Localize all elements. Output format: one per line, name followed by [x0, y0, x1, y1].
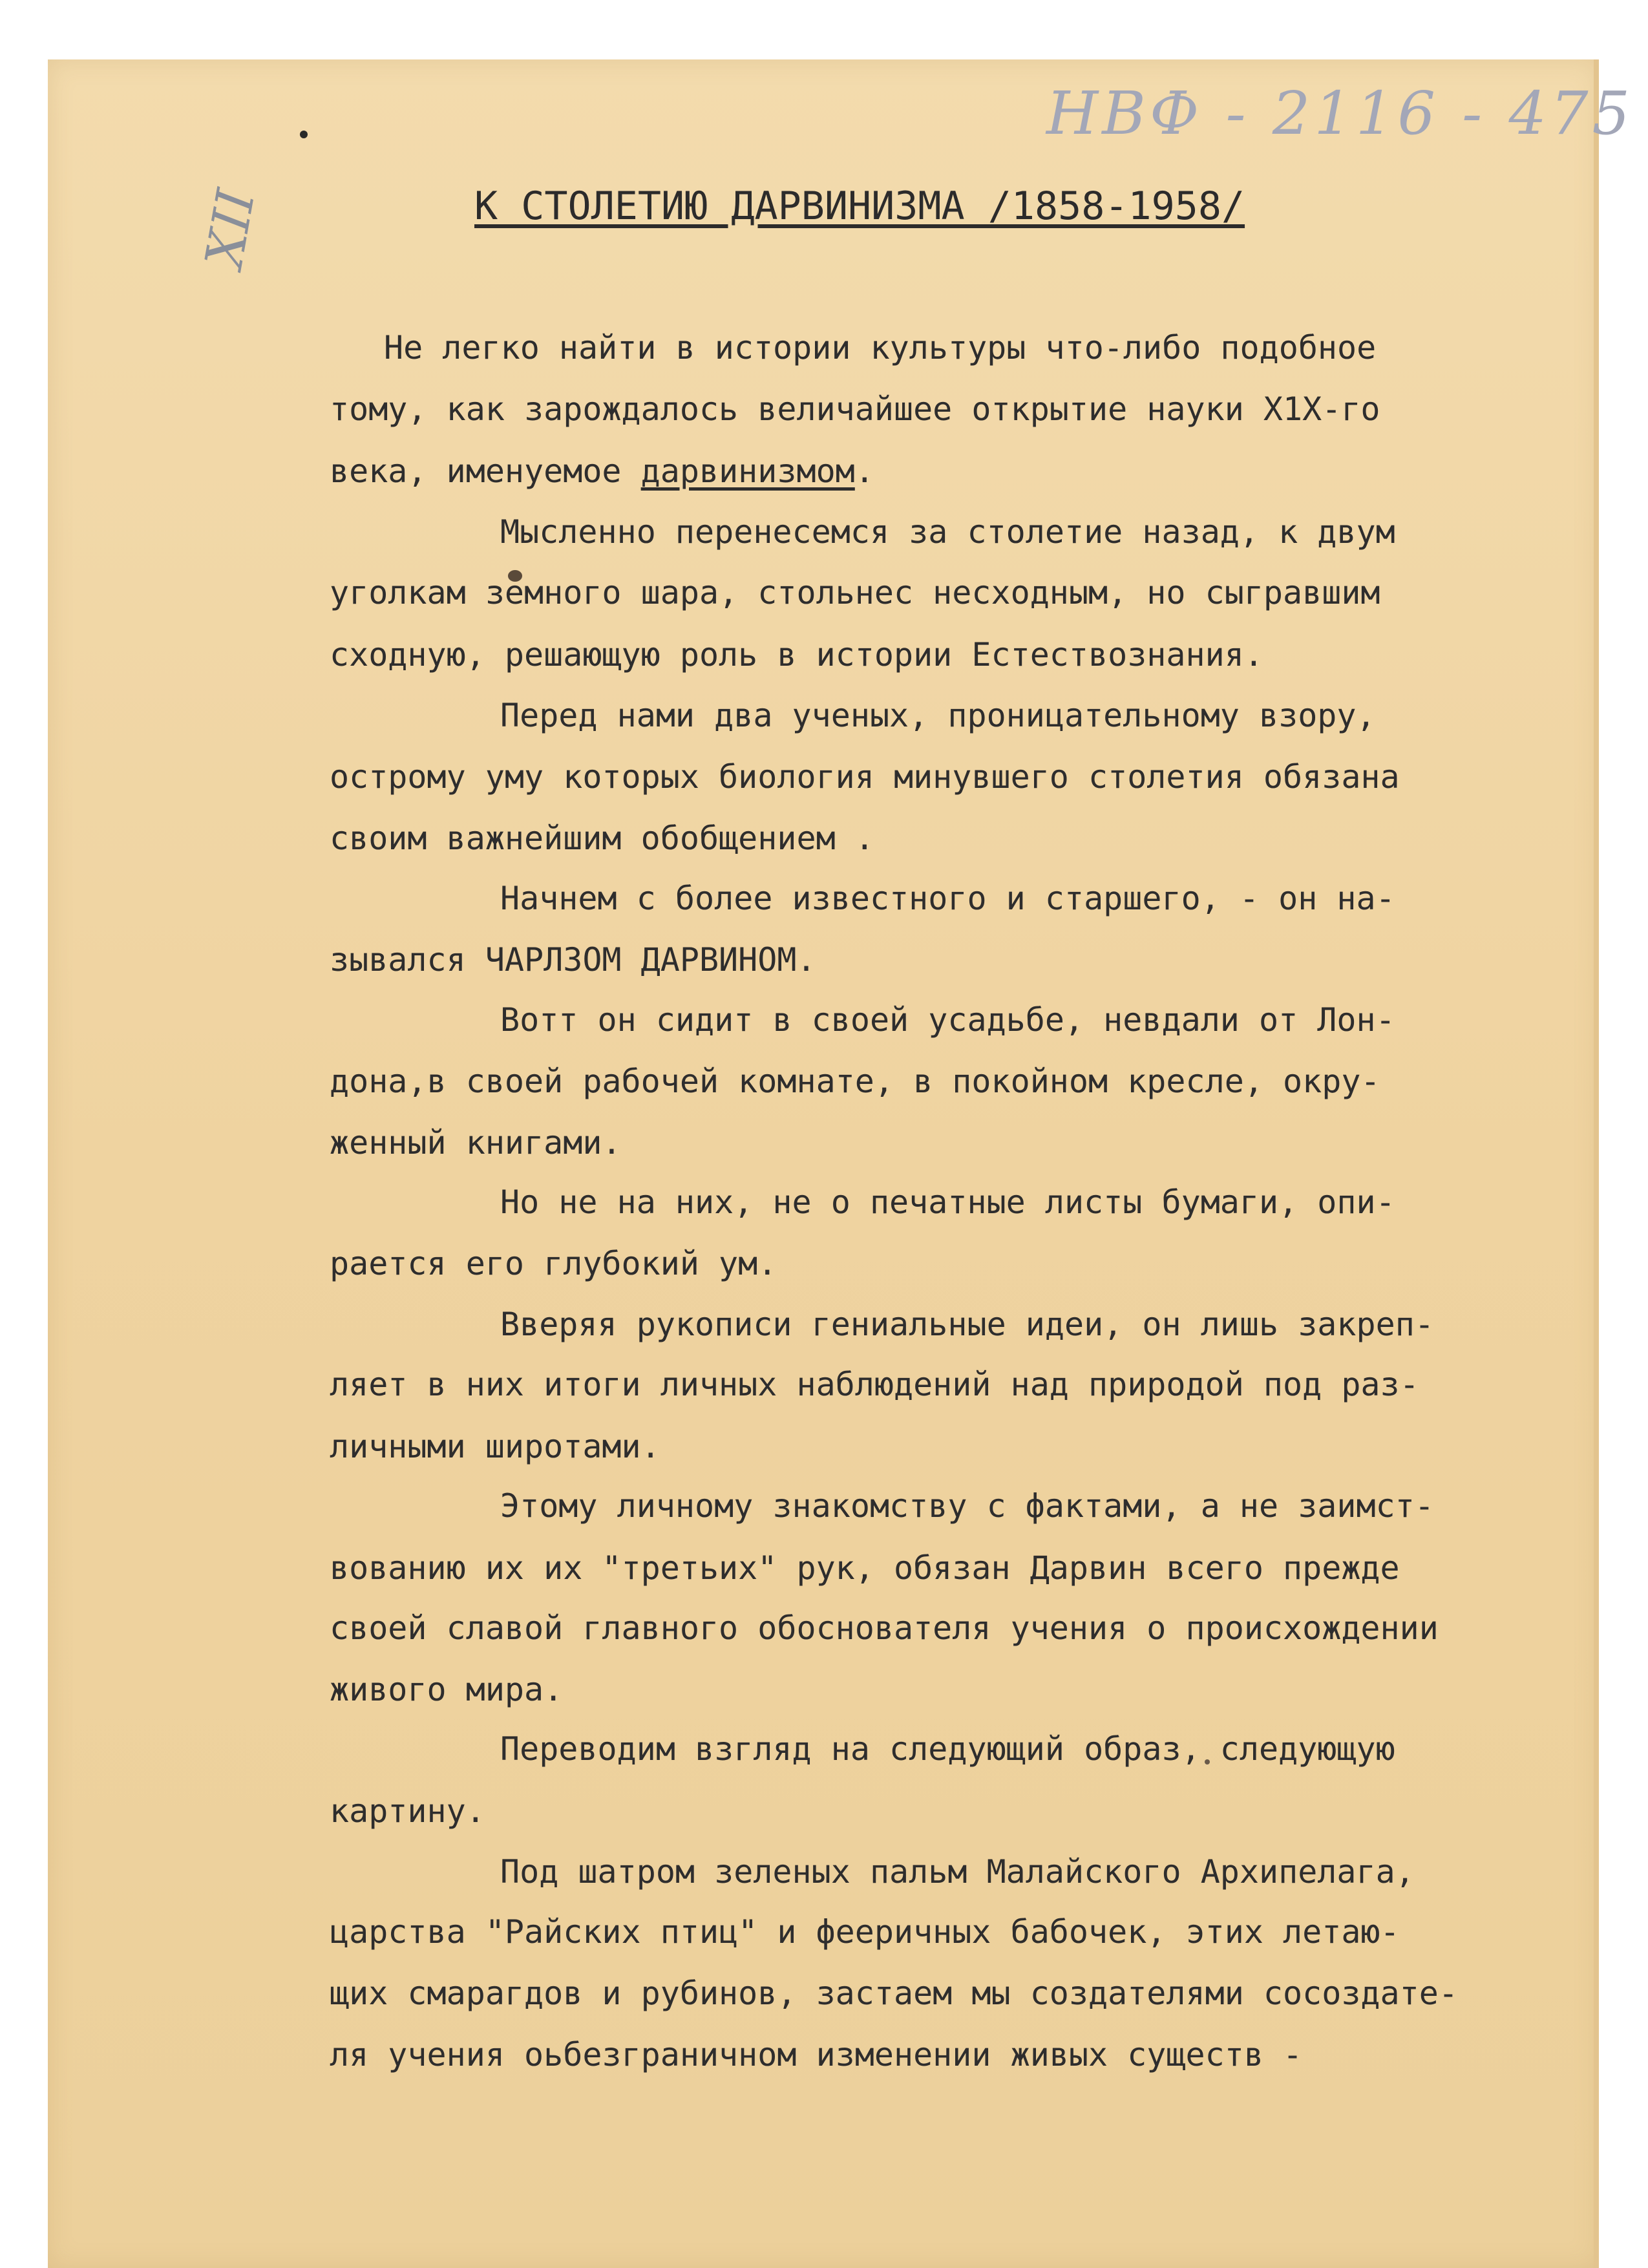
text-line: века, именуемое дарвинизмом. — [330, 452, 874, 490]
text-line: ля учения оьбезграничном изменении живых существ - — [330, 2036, 1303, 2073]
text-line: Вотт он сидит в своей усадьбе, невдали от Лон- — [500, 1001, 1395, 1039]
text-segment: века, именуемое — [330, 452, 622, 490]
text-line: своей славой главного обоснователя учения о происхождении — [330, 1609, 1439, 1647]
text-line: ляет в них итоги личных наблюдений над природой под раз- — [330, 1366, 1419, 1403]
text-line: уголкам земного шара, стольнес несходным, но сыгравшим — [330, 574, 1380, 611]
text-line: рается его глубокий ум. — [330, 1245, 777, 1282]
text-line: Не легко найти в истории культуры что-либо подобное — [384, 329, 1377, 366]
text-line: Мысленно перенесемся за столетие назад, к двум — [500, 513, 1395, 551]
page-edge — [1594, 59, 1599, 2268]
text-line: личными широтами. — [330, 1428, 660, 1465]
text-line: сходную, решающую роль в истории Естествознания. — [330, 636, 1263, 673]
text-line: зывался ЧАРЛЗОМ ДАРВИНОМ. — [330, 941, 816, 979]
text-line: вованию их их "третьих" рук, обязан Дарвин всего прежде — [330, 1549, 1400, 1587]
text-line: Начнем с более известного и старшего, - он на- — [500, 880, 1395, 917]
archive-number: НВФ - 2116 - 475 — [1046, 79, 1634, 148]
document-page — [48, 59, 1634, 2268]
underlined-term: дарвинизмом — [640, 452, 855, 490]
text-line: дона,в своей рабочей комнате, в покойном кресле, окру- — [330, 1063, 1380, 1100]
text-line: Под шатром зеленых пальм Малайского Архипелага, — [500, 1853, 1415, 1891]
text-line: Переводим взгляд на следующий образ, следующую — [500, 1730, 1395, 1768]
text-line: щих смарагдов и рубинов, застаем мы создателями сосоздате- — [330, 1975, 1458, 2012]
text-line: своим важнейшим обобщением . — [330, 820, 874, 857]
text-line: Перед нами два ученых, проницательному взору, — [500, 697, 1376, 734]
text-line: Вверяя рукописи гениальные идеи, он лишь закреп- — [500, 1306, 1434, 1343]
text-line: живого мира. — [330, 1671, 564, 1708]
ink-dot — [300, 131, 308, 138]
text-line: Этому личному знакомству с фактами, а не заимст- — [500, 1487, 1434, 1525]
text-line: царства "Райских птиц" и фееричных бабочек, этих летаю- — [330, 1913, 1400, 1951]
text-line: Но не на них, не о печатные листы бумаги, опи- — [500, 1183, 1395, 1221]
document-title: К СТОЛЕТИЮ ДАРВИНИЗМА /1858-1958/ — [474, 184, 1245, 229]
text-line: острому уму которых биология минувшего столетия обязана — [330, 758, 1400, 796]
margin-mark: XII — [193, 185, 267, 272]
text-line: картину. — [330, 1792, 485, 1830]
text-line: женный книгами. — [330, 1124, 622, 1161]
text-line: тому, как зарождалось величайшее открытие науки Х1Х-го — [330, 390, 1380, 428]
